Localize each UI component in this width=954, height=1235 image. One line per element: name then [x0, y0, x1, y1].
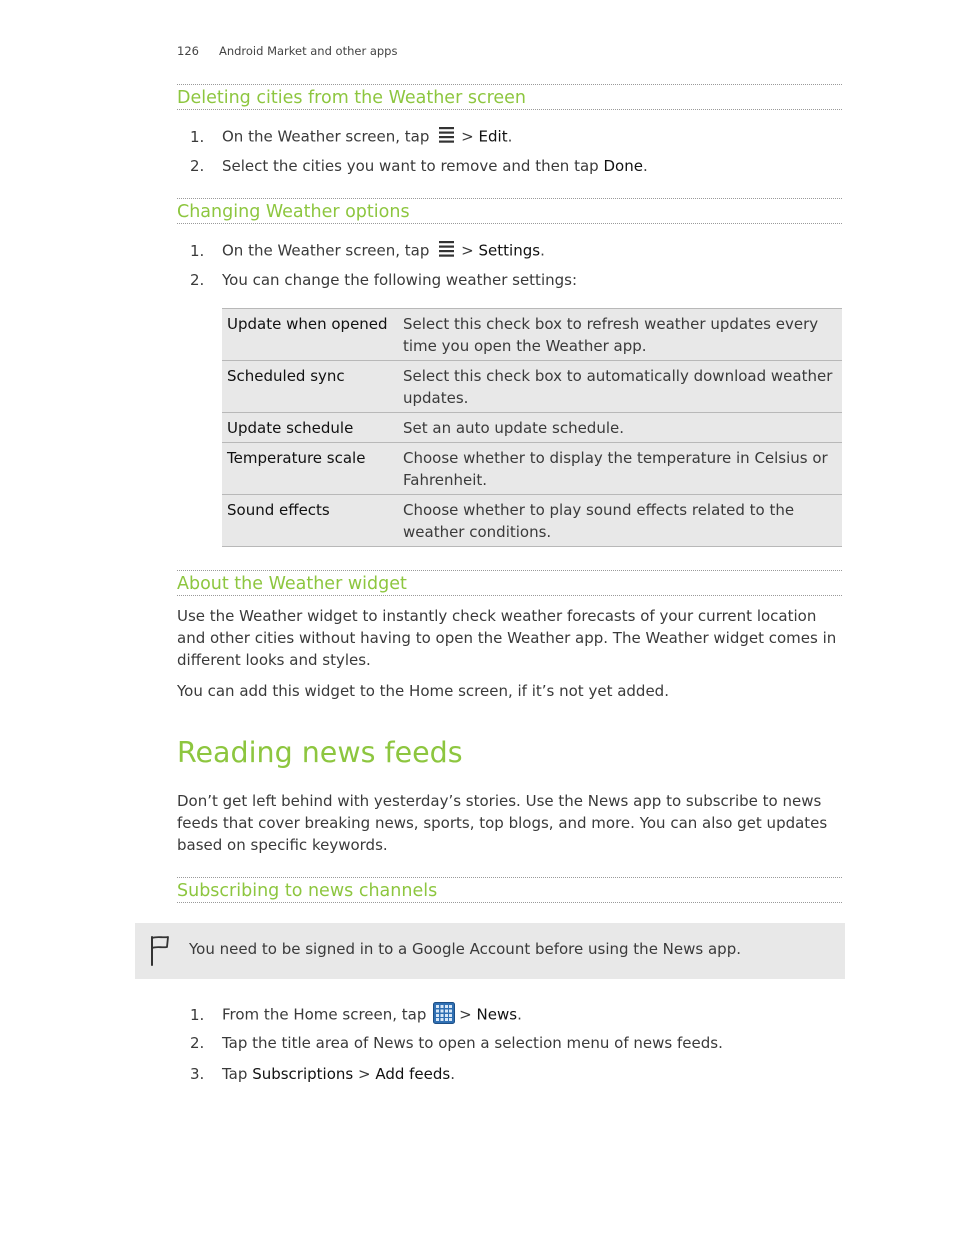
step-separator: >	[459, 1005, 472, 1024]
table-row	[222, 309, 842, 361]
setting-name: Scheduled sync	[222, 361, 398, 413]
step-punct: .	[450, 1065, 456, 1083]
deleting-step-1	[190, 126, 512, 148]
setting-description: Set an auto update schedule.	[398, 413, 842, 443]
step-separator: >	[461, 127, 474, 146]
step-separator: >	[461, 241, 474, 260]
subscribing-step-2	[190, 1034, 723, 1052]
step-number: 3.	[190, 1065, 205, 1083]
note-box	[135, 923, 845, 979]
step-punct: .	[642, 157, 648, 175]
table-row	[222, 443, 842, 495]
all-apps-icon	[433, 1002, 455, 1028]
section-heading-text: Deleting cities from the Weather screen	[177, 88, 527, 108]
chapter-title: Android Market and other apps	[218, 44, 398, 58]
setting-description: Select this check box to refresh weather updates every time you open the Weather app.	[398, 309, 842, 361]
section-heading-widget	[177, 570, 842, 596]
weather-settings-table	[222, 308, 842, 547]
setting-name: Sound effects	[222, 495, 398, 547]
page-number: 126	[177, 44, 199, 58]
chapter-heading-news: Reading news feeds	[177, 736, 463, 769]
step-text: From the Home screen, tap	[222, 1005, 427, 1024]
step-text: You can change the following weather settings:	[222, 271, 578, 289]
setting-name: Update when opened	[222, 309, 398, 361]
section-heading-text: About the Weather widget	[177, 574, 407, 594]
paragraph-text: You can add this widget to the Home screen, if it’s not yet added.	[177, 682, 669, 700]
section-heading-text: Subscribing to news channels	[177, 881, 438, 901]
ui-label-done: Done	[603, 157, 643, 175]
setting-description: Choose whether to play sound effects related to the weather conditions.	[398, 495, 842, 547]
section-heading-options	[177, 198, 842, 224]
subscribing-step-3	[190, 1065, 455, 1083]
step-punct: .	[540, 241, 545, 260]
ui-label-settings: Settings	[478, 241, 541, 260]
step-number: 2.	[190, 271, 205, 289]
subscribing-step-1	[190, 1002, 522, 1028]
step-separator: >	[357, 1065, 371, 1083]
setting-name: Temperature scale	[222, 443, 398, 495]
table-row	[222, 413, 842, 443]
page-header	[177, 44, 397, 58]
deleting-step-2	[190, 157, 648, 175]
table-row	[222, 361, 842, 413]
ui-label-subscriptions: Subscriptions	[252, 1065, 354, 1083]
flag-note-icon	[149, 934, 171, 972]
paragraph-text: Don’t get left behind with yesterday’s stories. Use the News app to subscribe to news feeds that cover breaking news, sports, top blogs, and more. You can also get updates based on specific keywords.	[177, 792, 828, 854]
section-heading-subscribing	[177, 877, 842, 903]
ui-label-news: News	[476, 1005, 518, 1024]
menu-icon	[438, 240, 455, 262]
widget-paragraph-2	[177, 680, 847, 702]
setting-name: Update schedule	[222, 413, 398, 443]
ui-label-add-feeds: Add feeds	[375, 1065, 451, 1083]
step-text: Select the cities you want to remove and then tap	[222, 157, 599, 175]
paragraph-text: Use the Weather widget to instantly check weather forecasts of your current location and other cities without having to open the Weather app. The Weather widget comes in different looks and styles.	[177, 607, 837, 669]
step-number: 2.	[190, 157, 205, 175]
section-heading-text: Changing Weather options	[177, 202, 410, 222]
setting-description: Select this check box to automatically download weather updates.	[398, 361, 842, 413]
step-number: 2.	[190, 1034, 205, 1052]
options-step-1	[190, 240, 545, 262]
step-text: Tap the title area of News to open a selection menu of news feeds.	[222, 1034, 723, 1052]
step-punct: .	[507, 127, 513, 146]
step-text: On the Weather screen, tap	[222, 127, 430, 146]
step-number: 1.	[190, 127, 205, 146]
table-row	[222, 495, 842, 547]
menu-icon	[438, 126, 455, 148]
ui-label-edit: Edit	[478, 127, 508, 146]
step-text: Tap	[222, 1065, 248, 1083]
widget-paragraph-1	[177, 605, 847, 671]
note-text: You need to be signed in to a Google Account before using the News app.	[189, 940, 741, 958]
news-intro-paragraph	[177, 790, 847, 856]
step-number: 1.	[190, 1005, 205, 1024]
setting-description: Choose whether to display the temperature in Celsius or Fahrenheit.	[398, 443, 842, 495]
step-number: 1.	[190, 241, 205, 260]
step-punct: .	[517, 1005, 522, 1024]
section-heading-deleting	[177, 84, 842, 110]
step-text: On the Weather screen, tap	[222, 241, 430, 260]
options-step-2	[190, 271, 577, 289]
